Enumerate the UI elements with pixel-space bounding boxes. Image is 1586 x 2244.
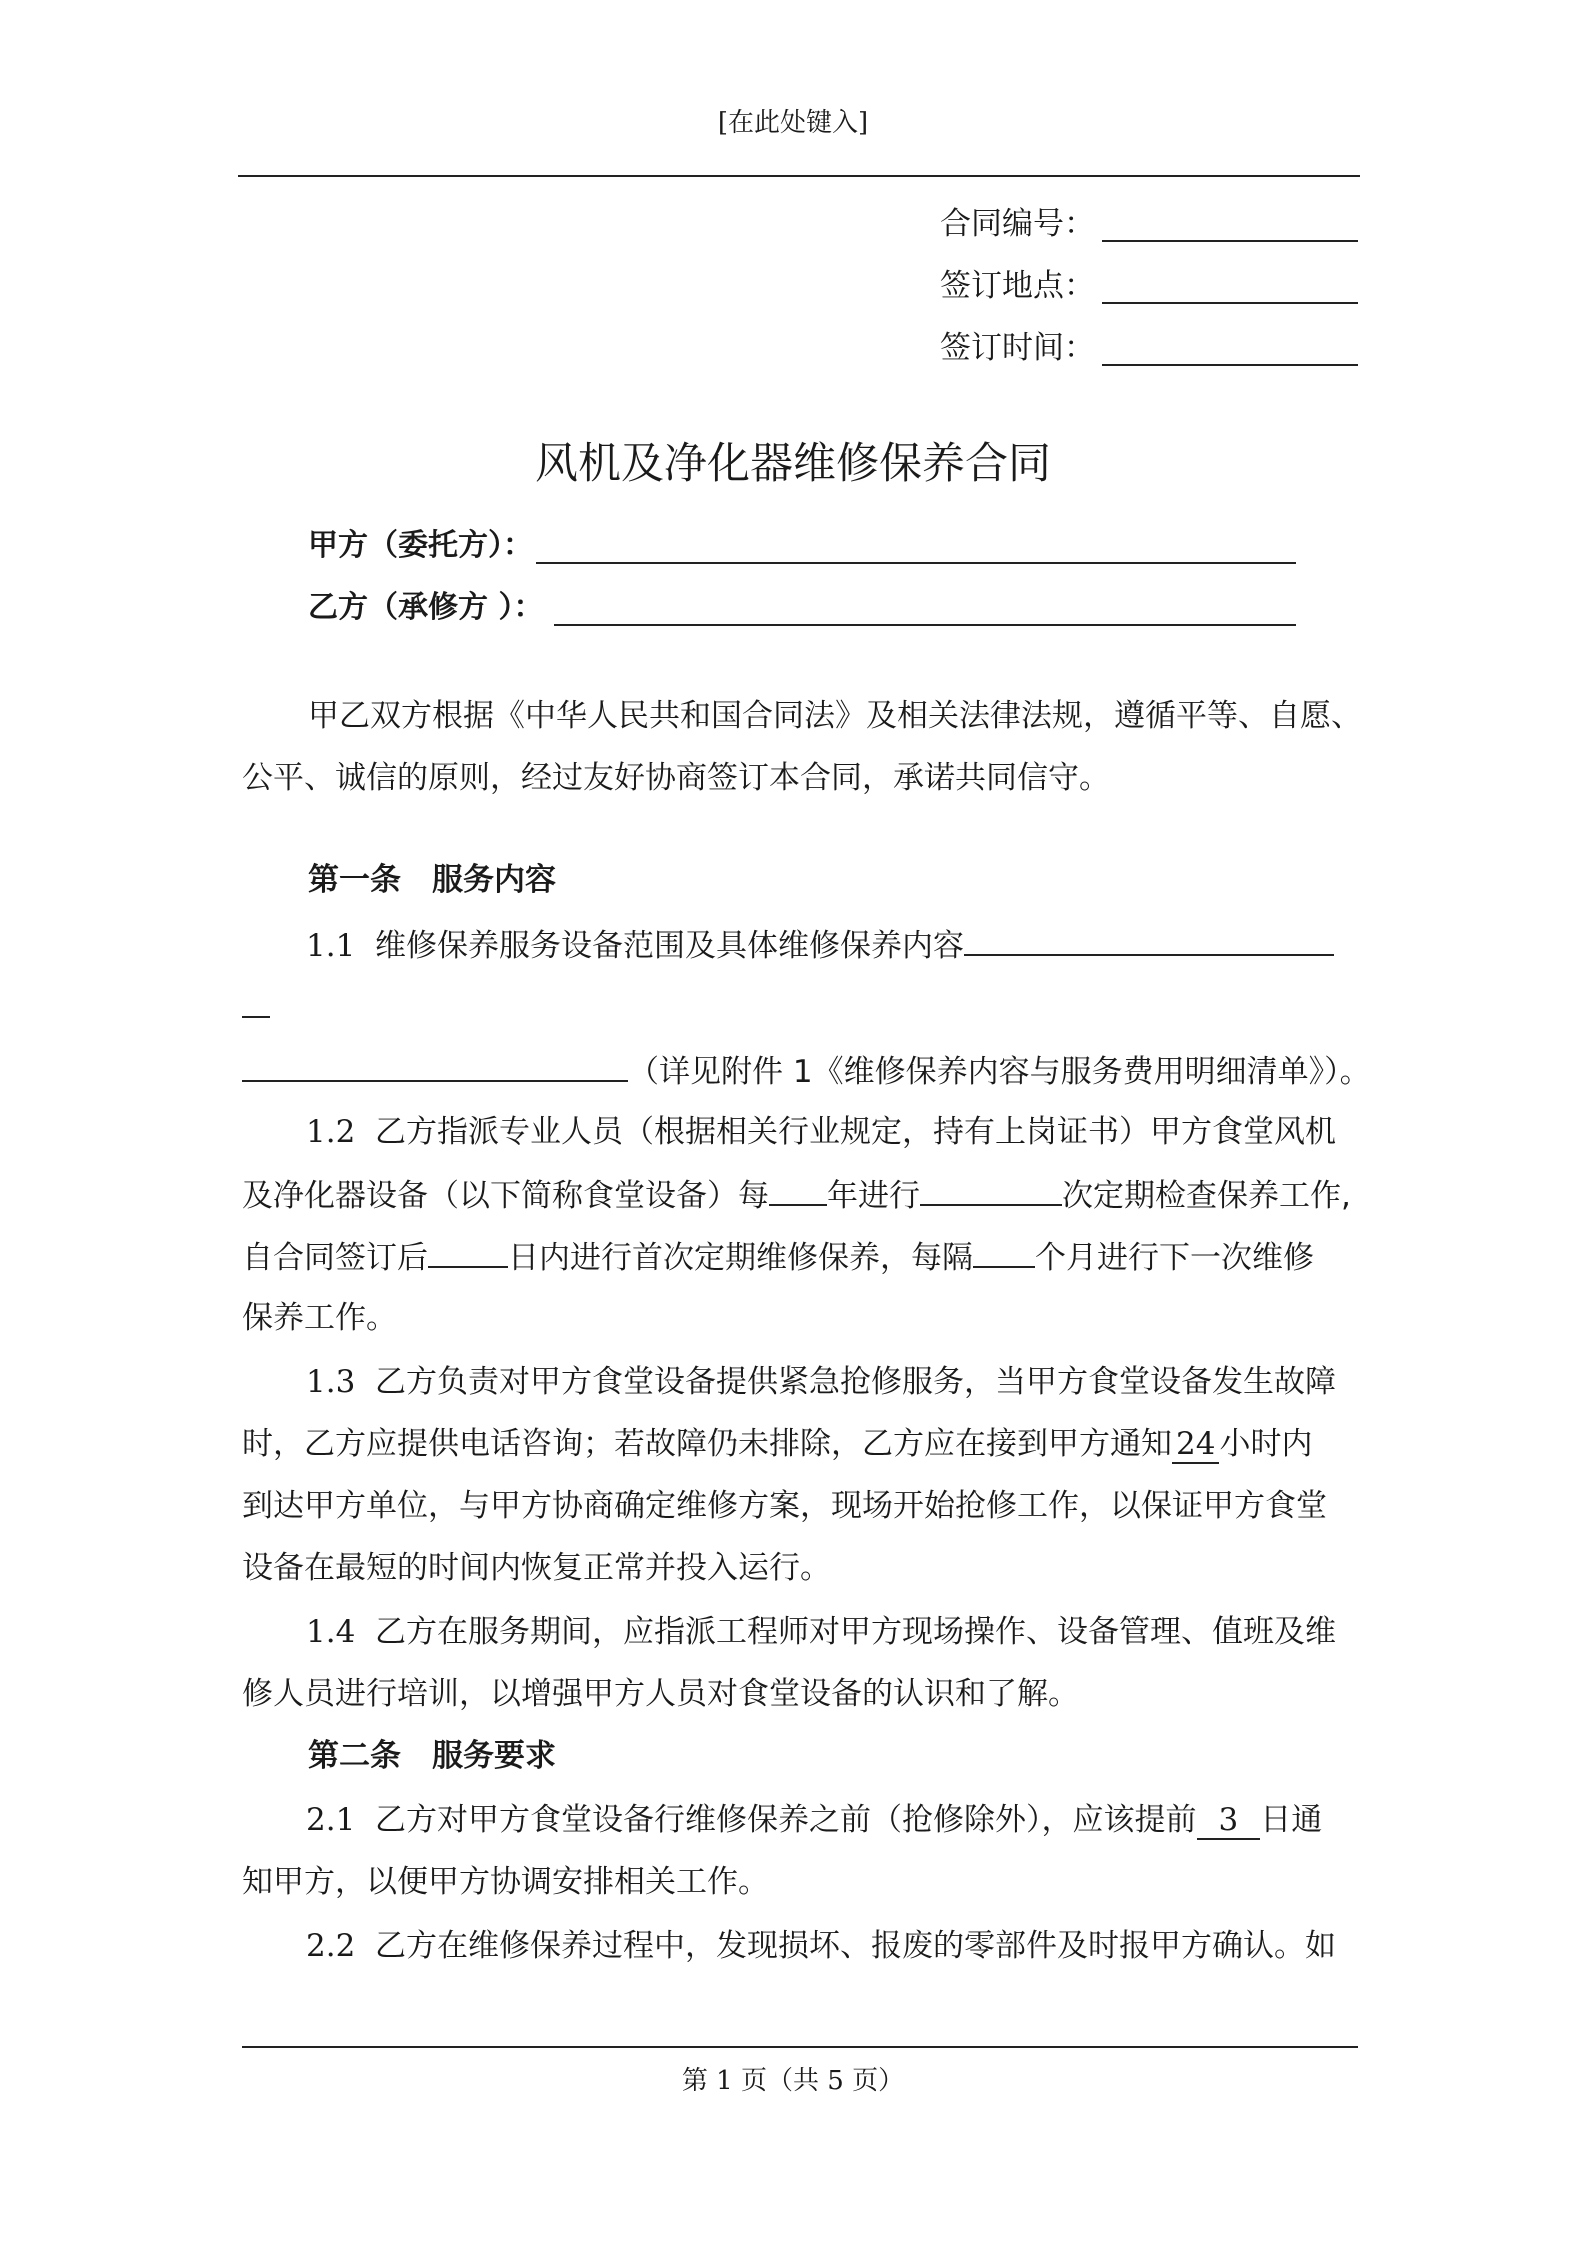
clause-1-2-line-2 [242, 1174, 1351, 1216]
first-service-days-blank[interactable] [428, 1236, 508, 1268]
clause-text: （详见附件 1《维修保养内容与服务费用明细清单》）。 [628, 1054, 1371, 1090]
sign-place-field [940, 266, 1095, 306]
party-b-field [308, 588, 543, 628]
footer-rule [242, 2046, 1358, 2048]
advance-notice-days-value[interactable]: 3 [1197, 1802, 1261, 1840]
clause-number: 2.2 [306, 1928, 356, 1964]
years-blank[interactable] [769, 1174, 827, 1206]
clause-text: 次定期检查保养工作, [1062, 1178, 1351, 1214]
clause-1-2-line-3 [242, 1236, 1314, 1278]
party-b-label: 乙方（承修方 ）： [308, 590, 544, 625]
clause-2-1-line-1 [306, 1800, 1322, 1840]
party-a-blank[interactable] [536, 562, 1296, 564]
clause-text: 时，乙方应提供电话咨询；若故障仍未排除，乙方应在接到甲方通知 [242, 1426, 1172, 1462]
party-b-blank[interactable] [554, 624, 1296, 626]
clause-1-4-line-1 [306, 1612, 1336, 1652]
preamble-line-2: 公平、诚信的原则，经过友好协商签订本合同，承诺共同信守。 [242, 760, 1110, 796]
clause-1-1-line-1 [306, 924, 1334, 966]
scope-blank-cont[interactable] [242, 986, 270, 1018]
contract-no-field [940, 204, 1095, 244]
clause-text: 自合同签订后 [242, 1240, 428, 1276]
interval-months-blank[interactable] [973, 1236, 1035, 1268]
party-a-field [308, 526, 533, 566]
clause-text: 乙方在维修保养过程中，发现损坏、报废的零部件及时报甲方确认。如 [375, 1928, 1337, 1964]
sign-place-label: 签订地点： [940, 268, 1095, 304]
clause-text: 小时内 [1219, 1426, 1313, 1462]
clause-1-1-line-3 [242, 1050, 1371, 1092]
contract-no-label: 合同编号： [940, 206, 1095, 242]
clause-2-1-line-2: 知甲方，以便甲方协调安排相关工作。 [242, 1864, 769, 1900]
clause-1-4-line-2: 修人员进行培训，以增强甲方人员对食堂设备的认识和了解。 [242, 1676, 1079, 1712]
clause-text: 乙方对甲方食堂设备行维修保养之前（抢修除外），应该提前 [375, 1802, 1197, 1838]
clause-text: 及净化器设备（以下简称食堂设备）每 [242, 1178, 769, 1214]
party-a-label: 甲方（委托方）： [308, 528, 533, 563]
header-rule [238, 175, 1360, 177]
running-header[interactable]: [在此处键入] [717, 108, 869, 138]
contract-no-blank[interactable] [1102, 240, 1358, 242]
scope-blank[interactable] [964, 924, 1334, 956]
times-blank[interactable] [920, 1174, 1062, 1206]
clause-text: 日通 [1260, 1802, 1323, 1838]
sign-time-field [940, 328, 1095, 368]
clause-1-2-line-1 [306, 1112, 1336, 1152]
clause-1-3-line-1 [306, 1362, 1336, 1402]
document-title: 风机及净化器维修保养合同 [535, 439, 1051, 489]
clause-number: 1.2 [306, 1114, 356, 1150]
response-hours-value[interactable]: 24 [1172, 1426, 1219, 1464]
clause-2-2-line-1 [306, 1926, 1336, 1966]
clause-number: 1.4 [306, 1614, 356, 1650]
clause-text: 乙方负责对甲方食堂设备提供紧急抢修服务，当甲方食堂设备发生故障 [375, 1364, 1337, 1400]
clause-number: 1.1 [306, 928, 356, 964]
article-1-heading: 第一条 服务内容 [308, 862, 556, 898]
sign-place-blank[interactable] [1102, 302, 1358, 304]
clause-1-2-line-4: 保养工作。 [242, 1300, 397, 1336]
clause-1-3-line-2 [242, 1424, 1312, 1464]
clause-text: 维修保养服务设备范围及具体维修保养内容 [375, 928, 965, 964]
sign-time-label: 签订时间： [940, 330, 1095, 366]
clause-text: 日内进行首次定期维修保养，每隔 [508, 1240, 973, 1276]
clause-number: 1.3 [306, 1364, 356, 1400]
preamble-line-1: 甲乙双方根据《中华人民共和国合同法》及相关法律法规，遵循平等、自愿、 [308, 698, 1362, 734]
clause-text: 年进行 [827, 1178, 920, 1214]
clause-text: 个月进行下一次维修 [1035, 1240, 1314, 1276]
page-number: 第 1 页（共 5 页） [681, 2066, 905, 2096]
clause-1-1-line-2 [242, 986, 270, 1028]
clause-number: 2.1 [306, 1802, 356, 1838]
article-2-heading: 第二条 服务要求 [308, 1738, 556, 1774]
clause-text: 乙方指派专业人员（根据相关行业规定，持有上岗证书）甲方食堂风机 [375, 1114, 1337, 1150]
sign-time-blank[interactable] [1102, 364, 1358, 366]
clause-text: 乙方在服务期间，应指派工程师对甲方现场操作、设备管理、值班及维 [375, 1614, 1337, 1650]
clause-1-3-line-3: 到达甲方单位，与甲方协商确定维修方案，现场开始抢修工作，以保证甲方食堂 [242, 1488, 1327, 1524]
clause-1-3-line-4: 设备在最短的时间内恢复正常并投入运行。 [242, 1550, 831, 1586]
scope-blank-end[interactable] [242, 1050, 628, 1082]
